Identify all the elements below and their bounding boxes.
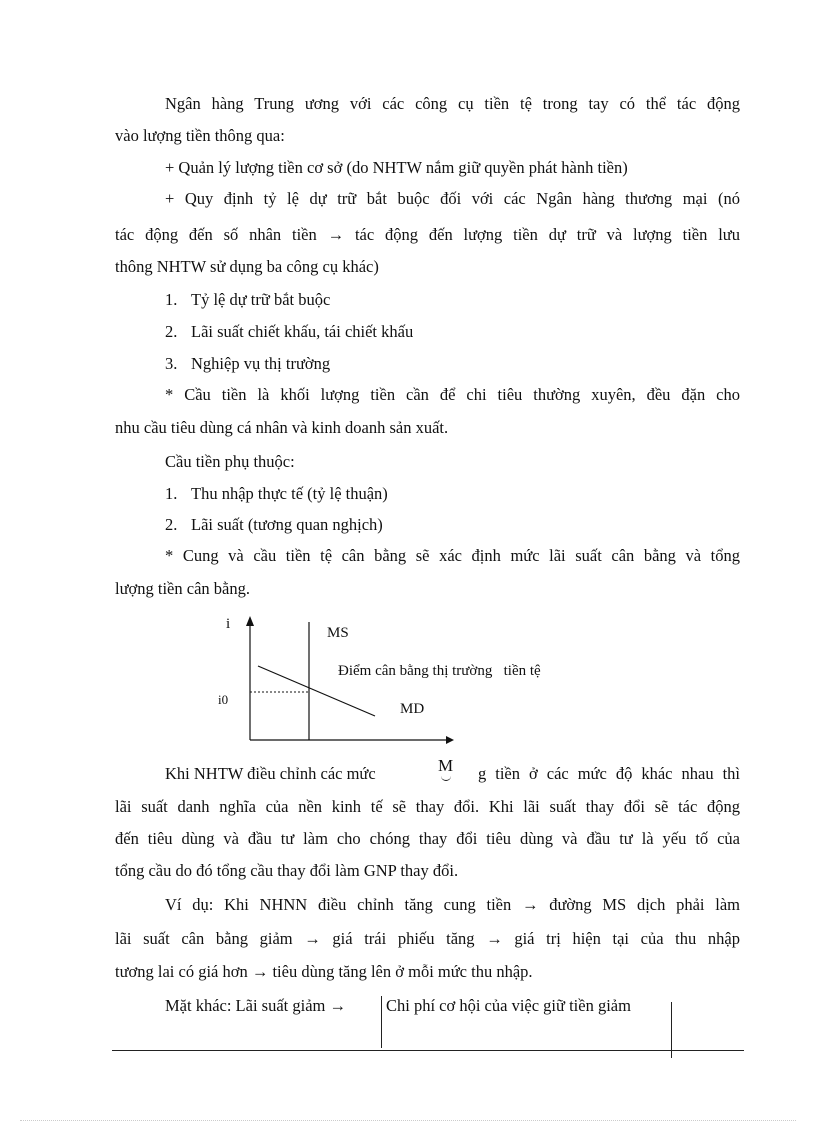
md-label: MD [400, 701, 425, 717]
para-nhtw-line1-b: g tiền ở các mức độ khác nhau thì [478, 764, 740, 783]
list-number: 3. [165, 354, 178, 373]
bullet-base-money: + Quản lý lượng tiền cơ sở (do NHTW nắm giữ quyền phát hành tiền) [165, 158, 628, 177]
demand-def-line1: * Cầu tiền là khối lượng tiền cần để chi tiêu thường xuyên, đều đặn cho [165, 385, 740, 404]
page-bottom-edge [20, 1120, 796, 1121]
last-line-left: Mặt khác: Lãi suất giảm → [165, 996, 346, 1015]
para-nhtw-line4: tổng cầu do đó tổng cầu thay đổi làm GNP thay đổi. [115, 861, 459, 880]
list-number: 2. [165, 322, 178, 341]
example-line3: tương lai có giá hơn → tiêu dùng tăng lên ở mỗi mức thu nhập. [115, 962, 533, 981]
list-text: Thu nhập thực tế (tỷ lệ thuận) [191, 484, 388, 503]
money-market-graph [210, 612, 610, 747]
bullet-reserve-line3: thông NHTW sử dụng ba công cụ khác) [115, 257, 379, 276]
list-item [165, 290, 330, 310]
graph-x-axis-label: M [438, 756, 454, 775]
list-item [165, 322, 413, 342]
list-item [165, 515, 383, 535]
depends-heading: Cầu tiền phụ thuộc: [165, 452, 295, 471]
x-axis-arrow [446, 736, 454, 744]
y-axis-label: i [226, 616, 231, 632]
para1-line1: Ngân hàng Trung ương với các công cụ tiền tệ trong tay có thể tác động [165, 94, 740, 113]
para-nhtw-line3: đến tiêu dùng và đầu tư làm cho chóng thay đổi tiêu dùng và đầu tư là yếu tố của [115, 829, 740, 848]
example-line2: lãi suất cân bằng giảm → giá trái phiếu tăng → giá trị hiện tại của thu nhập [115, 929, 740, 948]
list-text: Lãi suất chiết khấu, tái chiết khấu [191, 322, 414, 341]
para1-line2: vào lượng tiền thông qua: [115, 126, 285, 145]
last-line-boxed: Chi phí cơ hội của việc giữ tiền giảm [386, 996, 631, 1015]
footer-rule [112, 1050, 744, 1051]
para-nhtw-line1-a: Khi NHTW điều chỉnh các mức [165, 764, 376, 783]
list-item [165, 354, 330, 374]
i0-label: i0 [218, 692, 229, 707]
bullet-reserve-line2: tác động đến số nhân tiền → tác động đến lượng tiền dự trữ và lượng tiền lưu [115, 225, 740, 244]
equilibrium-note: Điểm cân bằng thị trường tiền tệ [338, 663, 541, 679]
example-line1: Ví dụ: Khi NHNN điều chỉnh tăng cung tiền → đường MS dịch phải làm [165, 895, 740, 914]
list-text: Tỷ lệ dự trữ bắt buộc [191, 290, 331, 309]
list-text: Nghiệp vụ thị trường [191, 354, 331, 373]
list-number: 1. [165, 290, 178, 309]
equilibrium-line1: * Cung và cầu tiền tệ cân bằng sẽ xác định mức lãi suất cân bằng và tổng [165, 546, 740, 565]
bullet-reserve-line1: + Quy định tỷ lệ dự trữ bắt buộc đối với các Ngân hàng thương mại (nó [165, 189, 740, 208]
demand-def-line2: nhu cầu tiêu dùng cá nhân và kinh doanh sản xuất. [115, 418, 449, 437]
ms-label: MS [327, 625, 349, 641]
breve-mark [441, 774, 451, 781]
equilibrium-line2: lượng tiền cân bằng. [115, 579, 250, 598]
list-item [165, 484, 388, 504]
box-left-border [381, 996, 382, 1048]
para-nhtw-line2: lãi suất danh nghĩa của nền kinh tế sẽ thay đổi. Khi lãi suất thay đổi sẽ tác động [115, 797, 740, 816]
list-number: 2. [165, 515, 178, 534]
list-text: Lãi suất (tương quan nghịch) [191, 515, 383, 534]
y-axis-arrow [246, 616, 254, 626]
list-number: 1. [165, 484, 178, 503]
